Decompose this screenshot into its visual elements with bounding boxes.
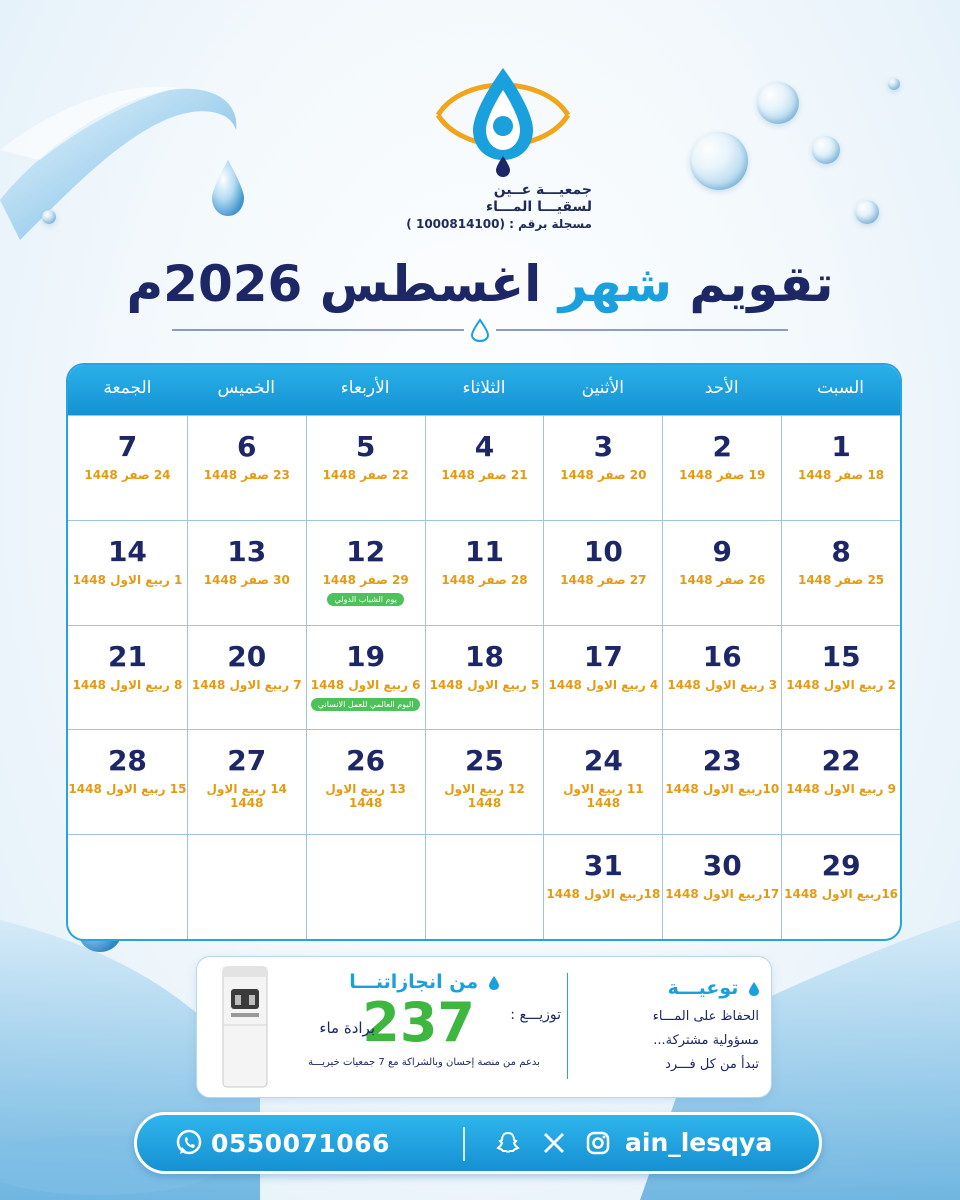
gregorian-day-number: 27	[227, 744, 267, 778]
gregorian-day-number: 10	[583, 534, 623, 568]
info-panel	[196, 956, 772, 1098]
achievements-heading-text: من انجازاتنـــا	[349, 971, 479, 993]
gregorian-day-number: 18	[465, 639, 504, 673]
calendar-weekday-header	[68, 365, 900, 415]
hijri-date: 14 ربيع الاول 1448	[206, 782, 288, 811]
calendar-day-cell	[662, 625, 781, 730]
weekday-wednesday: الأربعاء	[340, 378, 390, 398]
gregorian-day-number: 22	[821, 744, 861, 778]
weekday-saturday: السبت	[817, 378, 865, 398]
calendar-day-cell	[187, 729, 306, 834]
hijri-date: 24 صفر 1448	[84, 468, 171, 482]
distribution-label: توزيـــع :	[510, 1007, 561, 1023]
gregorian-day-number: 2	[712, 430, 732, 463]
event-badge: يوم الشباب الدولي	[327, 593, 403, 606]
calendar-day-cell	[306, 415, 425, 520]
awareness-section	[579, 977, 759, 1077]
gregorian-day-number: 3	[593, 430, 614, 463]
calendar-day-cell	[543, 625, 662, 730]
achievements-heading	[283, 971, 565, 993]
gregorian-day-number: 5	[355, 430, 376, 463]
contact-footer	[134, 1112, 822, 1174]
calendar-empty-cell	[425, 834, 544, 939]
calendar-day-cell	[781, 520, 900, 625]
gregorian-day-number: 20	[227, 639, 267, 673]
instagram-icon[interactable]	[585, 1130, 611, 1156]
calendar-day-cell	[543, 729, 662, 834]
weekday-thursday: الخميس	[217, 378, 276, 398]
organization-logo	[418, 60, 588, 180]
awareness-heading	[579, 977, 759, 999]
title-part1: تقويم	[671, 255, 834, 313]
gregorian-day-number: 25	[465, 744, 504, 778]
hijri-date: 2 ربيع الاول 1448	[786, 677, 896, 692]
gregorian-day-number: 11	[465, 534, 504, 568]
gregorian-day-number: 17	[583, 639, 623, 673]
gregorian-day-number: 21	[107, 639, 147, 673]
gregorian-day-number: 9	[712, 534, 732, 568]
calendar-day-cell	[425, 729, 544, 834]
gregorian-day-number: 7	[117, 430, 138, 463]
calendar-day-cell	[187, 625, 306, 730]
calendar-day-cell	[68, 625, 187, 730]
gregorian-day-number: 13	[227, 534, 267, 568]
registration-number: مسجلة برقم : (1000814100 )	[406, 217, 592, 231]
hijri-date: 8 ربيع الاول 1448	[72, 677, 183, 692]
calendar-day-cell	[543, 415, 662, 520]
x-icon[interactable]	[541, 1130, 567, 1156]
gregorian-day-number: 24	[583, 744, 623, 778]
calendar-day-cell	[306, 729, 425, 834]
gregorian-day-number: 15	[821, 639, 861, 673]
footer-divider	[463, 1127, 465, 1161]
calendar-day-cell	[543, 520, 662, 625]
gregorian-day-number: 19	[346, 639, 386, 673]
gregorian-day-number: 12	[346, 534, 386, 568]
support-note: بدعم من منصة إحسان وبالشراكة مع 7 جمعيات خيريـــة	[308, 1057, 540, 1068]
hijri-date: 29 صفر 1448	[322, 572, 409, 587]
calendar-day-cell	[187, 415, 306, 520]
title-divider	[172, 318, 788, 342]
calendar-day-cell	[781, 625, 900, 730]
calendar-day-cell	[68, 520, 187, 625]
social-handle[interactable]: ain_lesqya	[625, 1128, 773, 1157]
bubble-decoration	[757, 82, 799, 124]
weekday-friday: الجمعة	[103, 378, 152, 398]
hijri-date: 25 صفر 1448	[797, 572, 885, 587]
cooler-count: 237	[362, 991, 475, 1054]
calendar-empty-cell	[68, 834, 187, 939]
hijri-date: 5 ربيع الاول 1448	[429, 677, 540, 692]
org-name-line2: لسقيـــا المـــاء	[486, 199, 592, 215]
hijri-date: 18ربيع الاول 1448	[546, 887, 661, 902]
hijri-date: 3 ربيع الاول 1448	[667, 677, 778, 692]
gregorian-day-number: 26	[346, 744, 386, 778]
bubble-decoration	[42, 210, 56, 224]
calendar-day-cell	[662, 415, 781, 520]
whatsapp-icon[interactable]	[175, 1129, 203, 1157]
hijri-date: 13 ربيع الاول 1448	[325, 782, 406, 811]
page-title	[0, 255, 960, 313]
snapchat-icon[interactable]	[495, 1130, 521, 1156]
achievements-section	[283, 971, 565, 1068]
bubble-decoration	[888, 78, 900, 90]
calendar-day-cell	[425, 520, 544, 625]
calendar-day-cell	[781, 729, 900, 834]
hijri-date: 11 ربيع الاول 1448	[563, 782, 644, 811]
cooler-unit: برادة ماء	[319, 1019, 375, 1037]
gregorian-day-number: 29	[821, 849, 861, 883]
hijri-date: 9 ربيع الاول 1448	[786, 782, 896, 797]
calendar-day-cell	[68, 729, 187, 834]
water-drop-icon	[749, 982, 759, 996]
weekday-monday: الأثنين	[581, 378, 625, 398]
calendar-table	[66, 363, 902, 941]
event-badge: اليوم العالمي للعمل الانساني	[311, 698, 421, 711]
hijri-date: 26 صفر 1448	[679, 572, 766, 587]
organization-name	[372, 182, 592, 233]
calendar-grid	[68, 415, 900, 939]
gregorian-day-number: 30	[702, 849, 742, 883]
calendar-day-cell	[425, 625, 544, 730]
title-part3: اغسطس 2026م	[126, 255, 559, 313]
calendar-day-cell	[781, 834, 900, 939]
hijri-date: 16ربيع الاول 1448	[784, 887, 899, 902]
bubble-decoration	[812, 136, 840, 164]
hijri-date: 12 ربيع الاول 1448	[444, 782, 525, 811]
gregorian-day-number: 6	[237, 430, 257, 463]
hijri-date: 18 صفر 1448	[797, 468, 885, 482]
calendar-day-cell	[662, 520, 781, 625]
calendar-day-cell	[306, 625, 425, 730]
weekday-sunday: الأحد	[704, 378, 739, 398]
gregorian-day-number: 14	[107, 534, 147, 568]
gregorian-day-number: 28	[107, 744, 147, 778]
calendar-empty-cell	[187, 834, 306, 939]
weekday-tuesday: الثلاثاء	[462, 378, 506, 398]
hijri-date: 4 ربيع الاول 1448	[548, 677, 659, 692]
hijri-date: 20 صفر 1448	[560, 468, 647, 482]
hijri-date: 7 ربيع الاول 1448	[191, 677, 302, 692]
calendar-day-cell	[306, 520, 425, 625]
hijri-date: 27 صفر 1448	[560, 572, 647, 587]
hijri-date: 19 صفر 1448	[679, 468, 766, 482]
hijri-date: 15 ربيع الاول 1448	[68, 782, 187, 797]
hijri-date: 10ربيع الاول 1448	[665, 782, 780, 797]
calendar-day-cell	[187, 520, 306, 625]
gregorian-day-number: 23	[702, 744, 742, 778]
calendar-day-cell	[662, 834, 781, 939]
title-highlight: شهر	[558, 255, 672, 313]
hijri-date: 22 صفر 1448	[322, 468, 409, 482]
hijri-date: 1 ربيع الاول 1448	[72, 572, 183, 587]
gregorian-day-number: 1	[831, 430, 851, 463]
calendar-day-cell	[68, 415, 187, 520]
hijri-date: 30 صفر 1448	[203, 572, 290, 587]
calendar-day-cell	[543, 834, 662, 939]
hijri-date: 17ربيع الاول 1448	[665, 887, 780, 902]
water-cooler-image	[215, 965, 275, 1089]
awareness-line3: تبدأ من كل فـــرد	[665, 1057, 759, 1072]
info-divider	[567, 973, 568, 1079]
awareness-line1: الحفاظ على المـــاء	[652, 1009, 759, 1024]
bubble-decoration	[690, 132, 748, 190]
phone-number[interactable]: 0550071066	[211, 1129, 390, 1158]
hijri-date: 23 صفر 1448	[203, 468, 290, 482]
hijri-date: 6 ربيع الاول 1448	[310, 677, 421, 692]
gregorian-day-number: 31	[583, 849, 623, 883]
hijri-date: 21 صفر 1448	[441, 468, 528, 482]
gregorian-day-number: 8	[831, 534, 851, 568]
water-drop-icon	[489, 976, 499, 990]
awareness-heading-text: توعيـــة	[667, 977, 739, 999]
gregorian-day-number: 4	[474, 430, 495, 463]
calendar-day-cell	[781, 415, 900, 520]
calendar-day-cell	[662, 729, 781, 834]
calendar-empty-cell	[306, 834, 425, 939]
org-name-line1: جمعيـــة عــين	[493, 182, 592, 198]
hijri-date: 28 صفر 1448	[441, 572, 528, 587]
bubble-decoration	[855, 200, 879, 224]
calendar-day-cell	[425, 415, 544, 520]
awareness-line2: مسؤولية مشتركة...	[653, 1033, 759, 1048]
gregorian-day-number: 16	[702, 639, 742, 673]
